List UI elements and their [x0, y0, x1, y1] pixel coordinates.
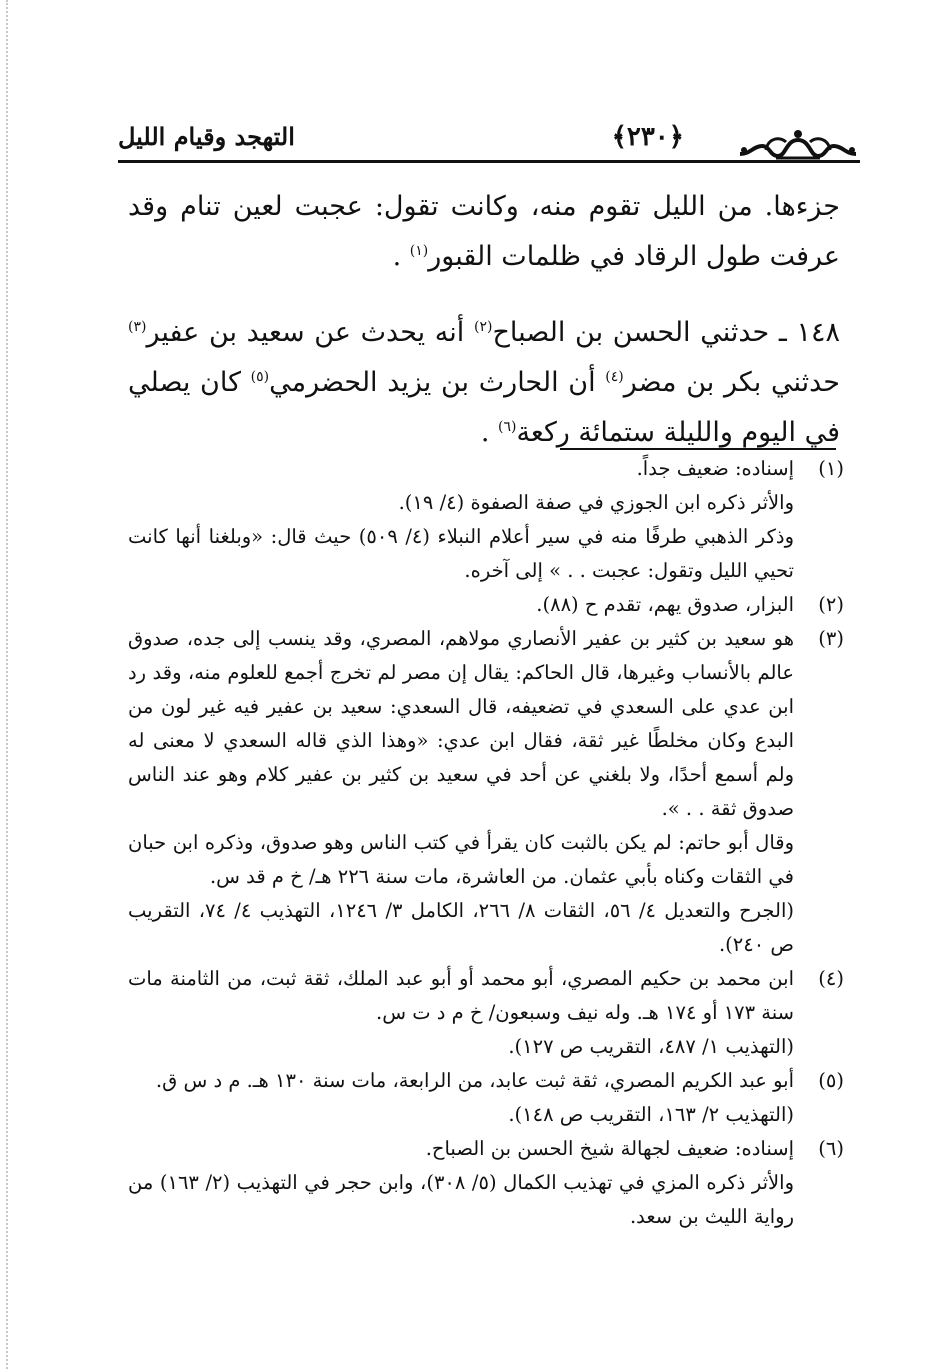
footnote-line: وذكر الذهبي طرفًا منه في سير أعلام النبلاء (٤/ ٥٠٩) حيث قال: «وبلغنا أنها كانت تحيي الليل وتقول: عجبت . . » إلى آخره. — [128, 525, 794, 582]
narration-text: ١٤٨ ـ حدثني الحسن بن الصباح — [492, 317, 840, 348]
page-number: ﴿٢٣٠﴾ — [611, 122, 684, 152]
footnote-line: والأثر ذكره المزي في تهذيب الكمال (٥/ ٣٠٨)، وابن حجر في التهذيب (٢/ ١٦٣) من رواية الليث بن سعد. — [128, 1171, 794, 1228]
footnote-1 — [128, 452, 844, 588]
footnote-2 — [128, 588, 844, 622]
footnote-line: أبو عبد الكريم المصري، ثقة ثبت عابد، من الرابعة، مات سنة ١٣٠ هـ. م د س ق. — [155, 1069, 794, 1092]
narration-text: أنه يحدث عن سعيد بن عفير — [146, 317, 474, 348]
footnote-number: (٤) — [818, 967, 844, 990]
footnote-body — [128, 1064, 794, 1132]
footnote-line: إسناده: ضعيف لجهالة شيخ الحسن بن الصباح. — [425, 1137, 794, 1160]
footnote-number: (٦) — [818, 1137, 844, 1160]
footnote-line: إسناده: ضعيف جداً. — [636, 457, 794, 480]
footnote-body — [128, 452, 794, 588]
footnote-line: ابن محمد بن حكيم المصري، أبو محمد أو أبو عبد الملك، ثقة ثبت، من الثامنة مات سنة ١٧٣ أو ١٧٤ هـ. وله نيف وسبعون/ خ م د ت س. — [128, 967, 794, 1024]
main-paragraph — [128, 182, 840, 282]
page-header — [118, 118, 860, 162]
footnote-6 — [128, 1132, 844, 1234]
footnote-number: (٥) — [818, 1069, 844, 1092]
footnotes — [128, 452, 844, 1234]
running-title: التهجد وقيام الليل — [118, 122, 295, 151]
narration-text: حدثني بكر بن مضر — [623, 367, 840, 398]
footnote-line: وقال أبو حاتم: لم يكن بالثبت كان يقرأ في كتب الناس وهو صدوق، وذكره ابن حبان في الثقات وكناه بأبي عثمان. من العاشرة، مات سنة ٢٢٦ هـ/ خ م قد س. — [128, 831, 794, 888]
decorative-scroll-icon — [736, 126, 860, 162]
footnote-line: والأثر ذكره ابن الجوزي في صفة الصفوة (٤/ ١٩). — [398, 491, 794, 514]
footnote-number: (٢) — [818, 593, 844, 616]
narration-text: أن الحارث بن يزيد الحضرمي — [269, 367, 606, 398]
main-text — [128, 182, 840, 458]
footnote-body — [128, 962, 794, 1064]
narration-148 — [128, 308, 840, 458]
footnote-4 — [128, 962, 844, 1064]
narration-text: كان يصلي في اليوم والليلة ستمائة ركعة — [128, 367, 840, 448]
narration-end: . — [480, 417, 498, 448]
header-rule — [118, 160, 860, 163]
footnote-body — [128, 588, 794, 622]
footnote-ref: (٦) — [497, 419, 517, 435]
footnote-body — [128, 622, 794, 962]
footnote-number: (١) — [818, 457, 844, 480]
footnote-line: البزار، صدوق يهم، تقدم ح (٨٨). — [536, 593, 794, 616]
footnote-body — [128, 1132, 794, 1234]
footnote-line: (التهذيب ٢/ ١٦٣، التقريب ص ١٤٨). — [508, 1103, 794, 1126]
footnote-ref: (٥) — [250, 369, 270, 385]
footnote-ref: (٤) — [605, 369, 624, 385]
footnote-ref: (٣) — [128, 319, 147, 335]
footnote-line: هو سعيد بن كثير بن عفير الأنصاري مولاهم، المصري، وقد ينسب إلى جده، صدوق عالم بالأنساب وغيرها، قال الحاكم: يقال إن مصر لم تخرج أجمع للعلوم منه، وقد رد ابن عدي على السعدي في تضعيفه، قال السعدي: سعيد بن عفير فيه غير لون من البدع وكان مخلطًا غير ثقة، فقال ابن عدي: «وهذا الذي قاله السعدي لا معنى له ولم أسمع أحدًا، ولا بلغني عن أحد في سعيد بن كثير بن عفير كلام وهو عند الناس صدوق ثقة . . ». — [128, 627, 794, 820]
page-edge-dotted-line — [6, 0, 8, 1369]
footnote-line: (الجرح والتعديل ٤/ ٥٦، الثقات ٨/ ٢٦٦، الكامل ٣/ ١٢٤٦، التهذيب ٤/ ٧٤، التقريب ص ٢٤٠). — [128, 899, 794, 956]
footnote-separator — [560, 448, 836, 450]
footnote-5 — [128, 1064, 844, 1132]
paragraph-end: . — [392, 241, 410, 272]
footnote-ref: (١) — [409, 243, 429, 259]
paragraph-text: جزءها. من الليل تقوم منه، وكانت تقول: عجبت لعين تنام وقد عرفت طول الرقاد في ظلمات القبور — [128, 191, 840, 272]
footnote-3 — [128, 622, 844, 962]
footnote-ref: (٢) — [473, 319, 493, 335]
footnote-line: (التهذيب ١/ ٤٨٧، التقريب ص ١٢٧). — [508, 1035, 794, 1058]
footnote-number: (٣) — [818, 627, 844, 650]
